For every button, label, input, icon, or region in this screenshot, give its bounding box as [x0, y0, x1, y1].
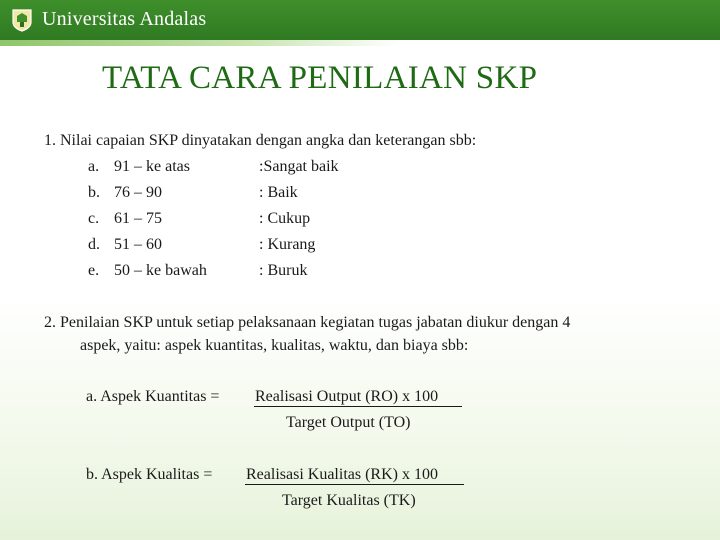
list-item-range: 51 – 60 [114, 236, 162, 253]
formula-a-fraction-bar [254, 406, 462, 407]
list-item-desc: : Kurang [259, 236, 316, 253]
formula-b-numerator: Realisasi Kualitas (RK) x 100 [246, 466, 438, 483]
list-item-letter: c. [88, 210, 100, 227]
list-item-range: 50 – ke bawah [114, 262, 207, 279]
list-item-range: 91 – ke atas [114, 158, 190, 175]
brand-name: Universitas Andalas [42, 8, 207, 30]
list-item-desc: : Buruk [259, 262, 308, 279]
section2-line2: aspek, yaitu: aspek kuantitas, kualitas, waktu, dan biaya sbb: [80, 337, 469, 354]
header-stripe [0, 40, 400, 46]
header-bar [0, 0, 720, 40]
formula-b-denominator: Target Kualitas (TK) [282, 492, 416, 509]
list-item-letter: d. [88, 236, 100, 253]
section2-line1: 2. Penilaian SKP untuk setiap pelaksanaan kegiatan tugas jabatan diukur dengan 4 [44, 314, 571, 331]
slide-title: TATA CARA PENILAIAN SKP [102, 60, 538, 96]
list-item-desc: : Baik [259, 184, 298, 201]
formula-b-label: b. Aspek Kualitas = [86, 466, 213, 483]
list-item-range: 76 – 90 [114, 184, 162, 201]
list-item-desc: :Sangat baik [259, 158, 339, 175]
formula-a-label: a. Aspek Kuantitas = [86, 388, 220, 405]
university-logo-icon [11, 8, 33, 32]
formula-b-fraction-bar [245, 484, 464, 485]
list-item-letter: b. [88, 184, 100, 201]
list-item-letter: a. [88, 158, 100, 175]
formula-a-numerator: Realisasi Output (RO) x 100 [255, 388, 439, 405]
list-item-desc: : Cukup [259, 210, 311, 227]
formula-a-denominator: Target Output (TO) [286, 414, 411, 431]
list-item-letter: e. [88, 262, 100, 279]
section1-heading: 1. Nilai capaian SKP dinyatakan dengan angka dan keterangan sbb: [44, 132, 477, 149]
list-item-range: 61 – 75 [114, 210, 162, 227]
